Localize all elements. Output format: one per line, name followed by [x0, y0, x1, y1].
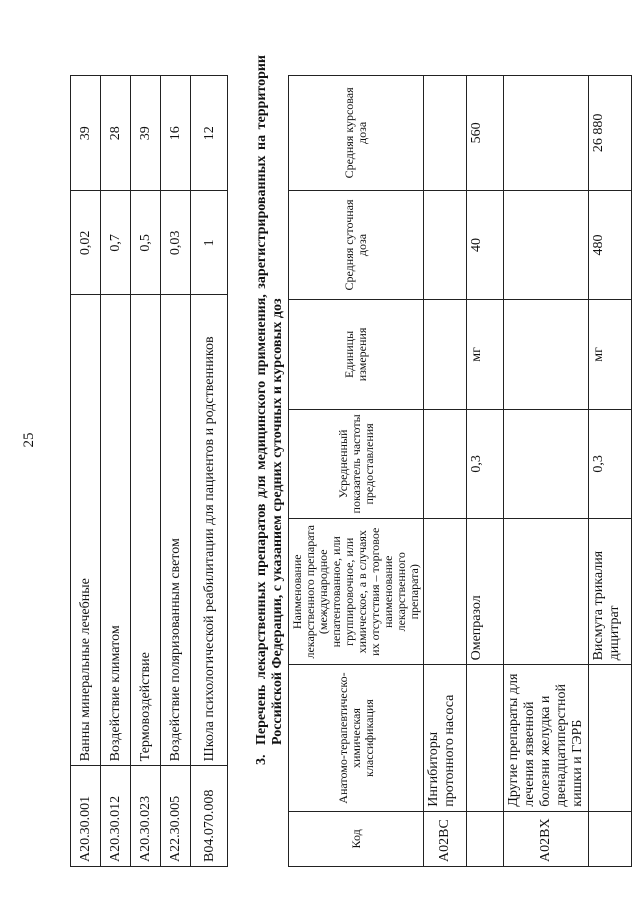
drug-daily-dose: 40	[467, 190, 504, 299]
section-title: Перечень лекарственных препаратов для медицинского применения, зарегистрированных на территории Российской Федерации, с указанием средних суточных и курсовых доз	[254, 55, 285, 745]
procedure-name: Термовоздействие	[131, 295, 161, 766]
drug-frequency: 0,3	[467, 409, 504, 518]
drug-course-dose: 26 880	[589, 76, 632, 191]
table-row	[131, 76, 161, 867]
procedure-name: Ванны минеральные лечебные	[71, 295, 101, 766]
drug-unit: мг	[467, 300, 504, 409]
procedure-count: 28	[101, 76, 131, 191]
procedure-count: 39	[131, 76, 161, 191]
table-row	[161, 76, 191, 867]
table-row	[589, 76, 632, 867]
procedure-code: A22.30.005	[161, 766, 191, 867]
table-row	[71, 76, 101, 867]
procedure-code: A20.30.012	[101, 766, 131, 867]
procedure-frequency: 1	[191, 191, 228, 295]
table-row	[424, 76, 467, 867]
table-row	[467, 76, 504, 867]
table-header-row	[289, 76, 424, 867]
header-unit: Единицы измерения	[289, 300, 424, 409]
procedure-frequency: 0,5	[131, 191, 161, 295]
procedure-frequency: 0,7	[101, 191, 131, 295]
drug-name: Висмута трикалия дицитрат	[589, 519, 632, 665]
header-course-dose: Средняя курсовая доза	[289, 76, 424, 191]
table-row	[504, 76, 589, 867]
group-code: A02BX	[504, 811, 589, 866]
header-daily-dose: Средняя суточная доза	[289, 190, 424, 299]
procedure-name: Воздействие поляризованным светом	[161, 295, 191, 766]
procedure-code: A20.30.001	[71, 766, 101, 867]
procedure-name: Школа психологической реабилитации для пациентов и родственников	[191, 295, 228, 766]
procedure-count: 12	[191, 76, 228, 191]
drug-course-dose: 560	[467, 76, 504, 191]
drug-frequency: 0,3	[589, 409, 632, 518]
header-frequency: Усредненный показатель частоты предоставления	[289, 409, 424, 518]
section-heading	[254, 55, 286, 765]
table-row	[191, 76, 228, 867]
page-number: 25	[21, 432, 37, 448]
landscape-content	[20, 30, 620, 875]
table-row	[101, 76, 131, 867]
drug-name: Омепразол	[467, 519, 504, 665]
header-classification: Анатомо-терапевтическо-химическая классификация	[289, 665, 424, 811]
procedure-frequency: 0,02	[71, 191, 101, 295]
procedure-code: B04.070.008	[191, 766, 228, 867]
group-classification: Другие препараты для лечения язвенной болезни желудка и двенадцатиперстной кишки и ГЭРБ	[504, 665, 589, 811]
header-code: Код	[289, 811, 424, 866]
section-number: 3.	[254, 754, 269, 765]
header-drug-name: Наименование лекарственного препарата (международное непатентованное, или группировочное, или химическое, а в случаях их отсутствия – торговое наименование лекарственного препарата)	[289, 519, 424, 665]
drug-unit: мг	[589, 300, 632, 409]
procedure-name: Воздействие климатом	[101, 295, 131, 766]
procedure-count: 16	[161, 76, 191, 191]
procedures-table	[70, 75, 228, 867]
drug-daily-dose: 480	[589, 190, 632, 299]
group-code: A02BC	[424, 811, 467, 866]
procedure-frequency: 0,03	[161, 191, 191, 295]
procedure-code: A20.30.023	[131, 766, 161, 867]
drugs-table	[288, 75, 632, 867]
group-classification: Ингибиторы протонного насоса	[424, 665, 467, 811]
procedure-count: 39	[71, 76, 101, 191]
